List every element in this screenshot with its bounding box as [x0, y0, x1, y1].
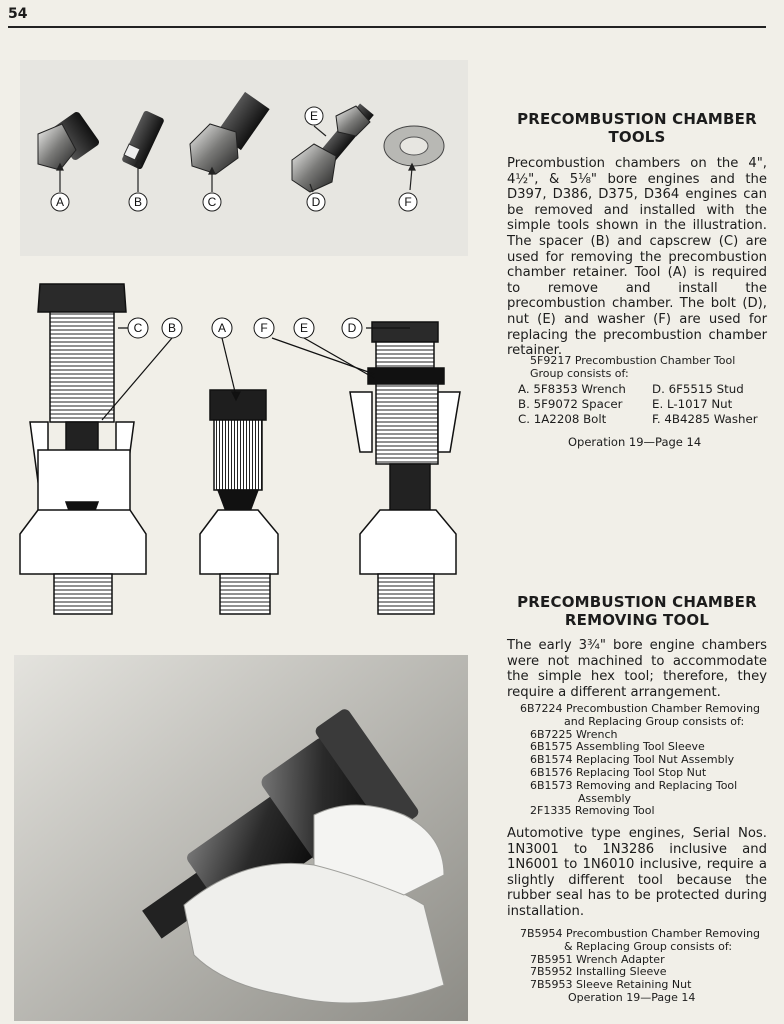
group1-item: 6B7225 Wrench — [530, 727, 618, 741]
part-a: A. 5F8353 Wrench — [518, 382, 626, 396]
group1-item: 2F1335 Removing Tool — [530, 804, 655, 818]
section2-group1 — [520, 703, 768, 818]
cutaway-label-e: E — [299, 321, 309, 335]
group1-line2: and Replacing Group consists of: — [564, 714, 745, 728]
section2-title-line1: PRECOMBUSTION CHAMBER — [517, 593, 757, 611]
photo-label-b: B — [133, 195, 143, 209]
cutaway-label-d: D — [347, 321, 357, 335]
photo-label-f: F — [404, 195, 412, 209]
cutaway-label-a: A — [217, 321, 227, 335]
section1-title-line2: TOOLS — [608, 128, 666, 146]
part-d: D. 6F5515 Stud — [652, 382, 744, 396]
group1-item: 6B1573 Removing and Replacing Tool — [530, 778, 738, 792]
header-rule — [8, 26, 766, 28]
section1-paragraph: Precombustion chambers on the 4", 4½", & 5⅛" bore engines and the D397, D386, D375, D364 engines can be removed and installed with the simple tools shown in the illustration. The spacer (B) and capscrew (C) are used for removing the precombustion chamber retainer. Tool (A) is required to remove and install the precombustion chamber. The bolt (D), nut (E) and washer (F) are used for replacing the precombustion chamber retainer. — [507, 156, 767, 359]
section2-paragraph1: The early 3¾" bore engine chambers were not machined to accommodate the simple hex tool; therefore, they require a different arrangement. — [507, 638, 767, 700]
group1-item: 6B1575 Assembling Tool Sleeve — [530, 740, 705, 754]
photo-label-d: D — [311, 195, 321, 209]
tool-d-e-bolt-shape — [292, 103, 374, 192]
section2-title-line2: REMOVING TOOL — [564, 611, 710, 629]
group1-line1: 6B7224 Precombustion Chamber Removing — [520, 702, 761, 715]
cutaway-label-f: F — [260, 321, 268, 335]
section1-group-line2: Group consists of: — [530, 366, 629, 380]
part-f: F. 4B4285 Washer — [652, 412, 758, 426]
part-e: E. L-1017 Nut — [652, 397, 733, 411]
section2-operation: Operation 19—Page 14 — [568, 990, 696, 1004]
section1-title-line1: PRECOMBUSTION CHAMBER — [517, 110, 757, 128]
parts-row — [518, 382, 768, 397]
removing-tool-photo — [14, 655, 468, 1021]
tools-photo — [20, 60, 468, 256]
group1-item: 6B1574 Replacing Tool Nut Assembly — [530, 753, 735, 767]
group1-item: Assembly — [578, 791, 632, 805]
tool-c-capscrew-shape — [190, 92, 270, 174]
tool-a-wrench-shape — [38, 110, 101, 170]
parts-row — [518, 397, 768, 412]
cutaway-drawing — [14, 272, 472, 630]
section1-parts-list — [518, 382, 768, 427]
tools-illustration — [20, 60, 468, 256]
section1-operation: Operation 19—Page 14 — [568, 435, 702, 449]
cutaway-illustration — [14, 272, 472, 630]
photo-label-e: E — [309, 109, 319, 123]
photo-label-c: C — [207, 195, 217, 209]
part-c: C. 1A2208 Bolt — [518, 412, 607, 426]
section1-group-line1: 5F9217 Precombustion Chamber Tool — [530, 354, 736, 367]
group2-line2: & Replacing Group consists of: — [564, 939, 733, 953]
section2-group2 — [520, 928, 768, 1005]
tool-f-washer-shape — [384, 126, 444, 166]
group2-item: 7B5953 Sleeve Retaining Nut — [530, 978, 692, 992]
section2-title — [507, 593, 767, 629]
section1-title — [507, 110, 767, 146]
group2-item: 7B5951 Wrench Adapter — [530, 952, 665, 966]
tool-b-spacer-shape — [121, 110, 165, 170]
section2-paragraph2: Automotive type engines, Serial Nos. 1N3001 to 1N3286 inclusive and 1N6001 to 1N6010 inclusive, require a slightly different tool because the rubber seal has to be protected during installation. — [507, 826, 767, 919]
part-b: B. 5F9072 Spacer — [518, 397, 623, 411]
cutaway-label-b: B — [167, 321, 177, 335]
group2-item: 7B5952 Installing Sleeve — [530, 965, 667, 979]
group1-item: 6B1576 Replacing Tool Stop Nut — [530, 765, 707, 779]
removing-tool-illustration — [14, 655, 468, 1021]
section1-group — [530, 355, 766, 381]
group2-line1: 7B5954 Precombustion Chamber Removing — [520, 927, 761, 940]
photo-label-a: A — [55, 195, 65, 209]
page-number: 54 — [8, 6, 28, 22]
parts-row — [518, 412, 768, 427]
cutaway-label-c: C — [133, 321, 143, 335]
